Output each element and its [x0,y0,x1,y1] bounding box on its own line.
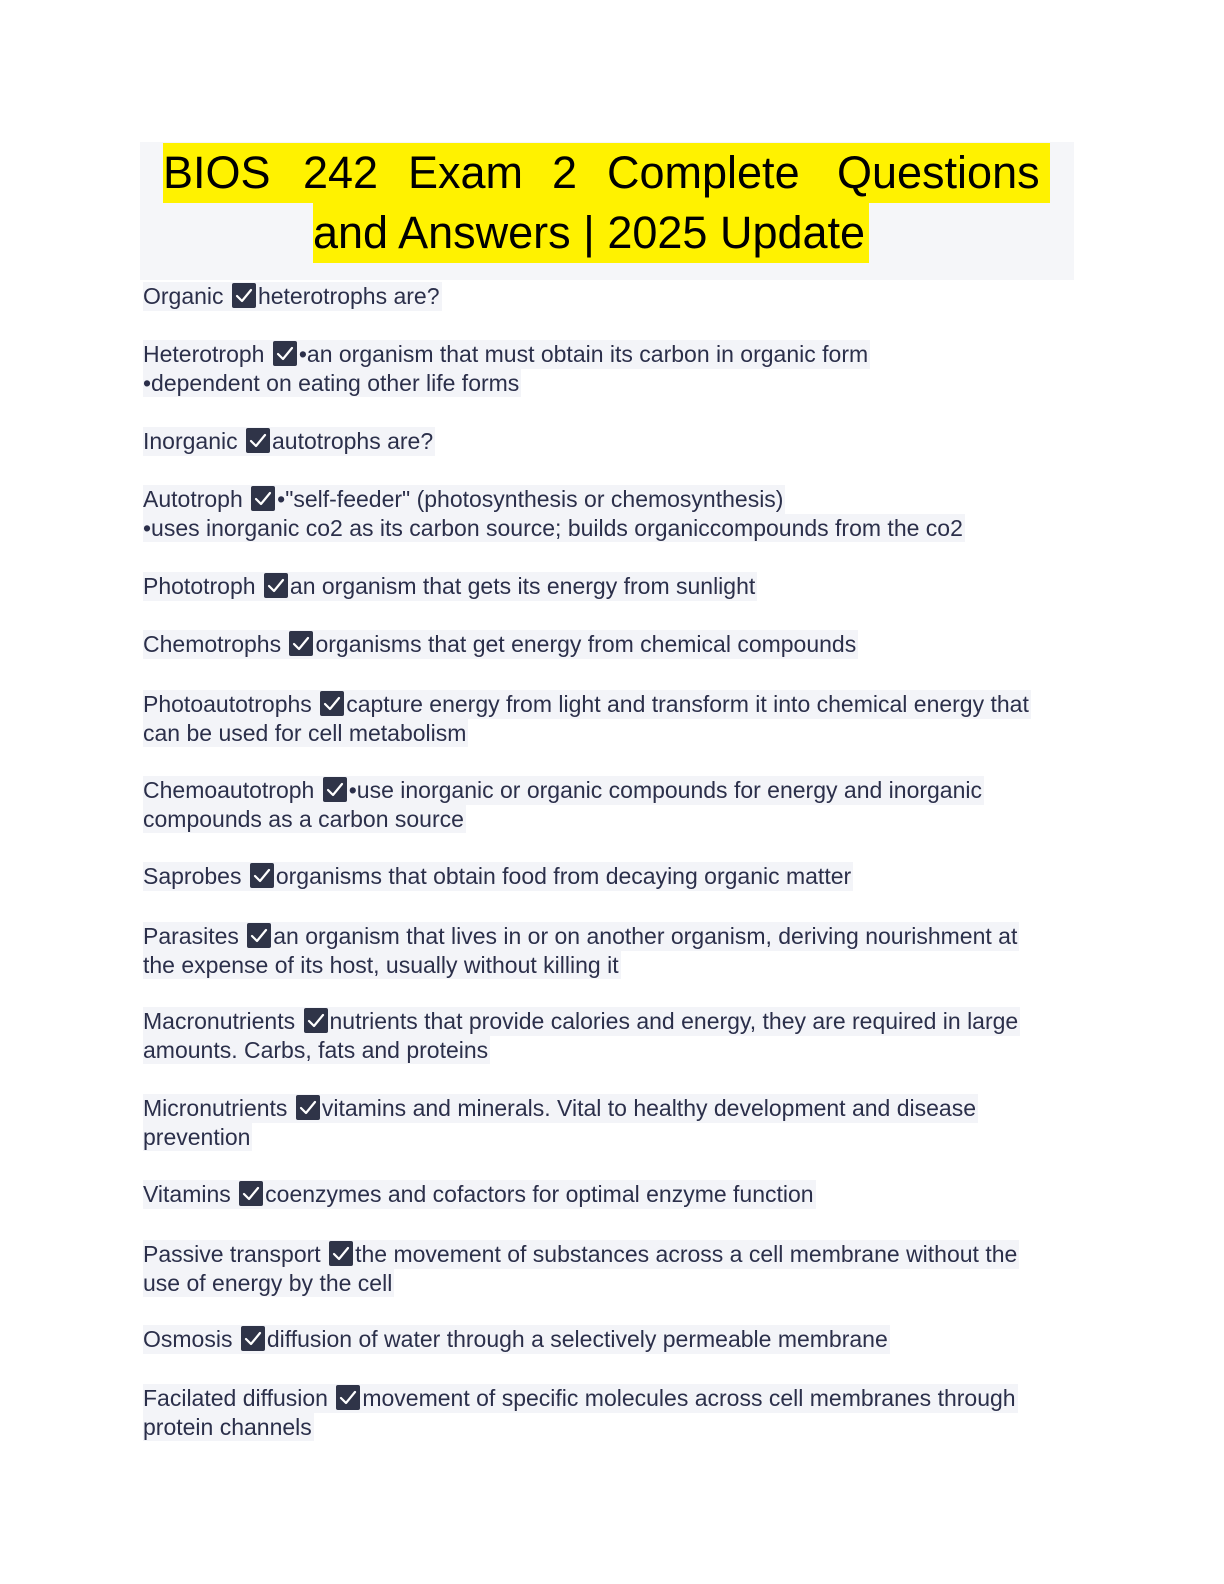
checkbox-check-icon [296,1095,320,1120]
qa-item [143,1240,1019,1297]
qa-term: Vitamins [143,1181,238,1207]
qa-item [143,572,757,601]
qa-answer: movement of specific molecules across cell membranes through [362,1385,1016,1411]
qa-term: Photoautotrophs [143,691,319,717]
checkbox-check-icon [246,428,270,453]
qa-first-line [143,776,984,805]
qa-answer: vitamins and minerals. Vital to healthy development and disease [321,1095,977,1121]
title-word: 2 [552,147,578,198]
qa-term: Osmosis [143,1326,239,1352]
qa-item [143,1180,816,1209]
qa-term: Macronutrients [143,1008,302,1034]
qa-answer: coenzymes and cofactors for optimal enzyme function [265,1181,814,1207]
checkbox-check-icon [323,777,347,802]
qa-term: Chemoautotroph [143,777,321,803]
qa-answer-line: the expense of its host, usually without killing it [143,951,619,978]
qa-item [143,1007,1020,1064]
checkbox-check-icon [273,341,297,366]
checkbox-check-icon [250,863,274,888]
qa-first-line [143,862,853,891]
qa-term: Heterotroph [143,341,271,367]
checkbox-check-icon [336,1385,360,1410]
qa-answer: organisms that get energy from chemical compounds [315,631,857,657]
qa-item [143,630,858,659]
qa-answer: capture energy from light and transform it into chemical energy that [346,691,1029,717]
qa-item [143,1094,978,1151]
checkbox-check-icon [304,1008,328,1033]
qa-first-line [143,485,785,514]
qa-answer-line: can be used for cell metabolism [143,719,467,746]
qa-answer: the movement of substances across a cell membrane without the [355,1241,1018,1267]
checkbox-check-icon [239,1181,263,1206]
checkbox-check-icon [232,283,256,308]
title-line-2: and Answers | 2025 Update [313,203,869,263]
qa-term: Chemotrophs [143,631,288,657]
qa-answer-line: compounds as a carbon source [143,805,464,832]
qa-item [143,427,435,456]
qa-item [143,1325,890,1354]
qa-answer: •"self-feeder" (photosynthesis or chemosynthesis) [277,486,784,512]
qa-answer: diffusion of water through a selectively permeable membrane [266,1326,888,1352]
qa-first-line [143,630,858,659]
checkbox-check-icon [251,486,275,511]
qa-term: Micronutrients [143,1095,294,1121]
qa-answer: •an organism that must obtain its carbon in organic form [298,341,869,367]
qa-first-line [143,1094,978,1123]
checkbox-check-icon [264,573,288,598]
qa-first-line [143,340,870,369]
qa-first-line [143,1384,1018,1413]
checkbox-check-icon [329,1241,353,1266]
qa-item [143,485,965,542]
checkbox-check-icon [289,631,313,656]
qa-item [143,690,1031,747]
qa-first-line [143,1240,1019,1269]
qa-item [143,340,870,397]
qa-item [143,776,984,833]
qa-first-line [143,1180,816,1209]
qa-answer: heterotrophs are? [257,283,440,309]
qa-term: Phototroph [143,573,262,599]
checkbox-check-icon [247,923,271,948]
qa-term: Parasites [143,923,246,949]
title-word: Exam [408,147,524,198]
qa-item [143,1384,1018,1441]
qa-answer: organisms that obtain food from decaying organic matter [275,863,852,889]
qa-first-line [143,282,442,311]
qa-item [143,922,1019,979]
title-word: BIOS [163,147,271,198]
qa-answer-line: prevention [143,1123,251,1150]
title-word: Questions [837,147,1040,198]
qa-item [143,282,442,311]
qa-first-line [143,1007,1020,1036]
qa-answer: an organism that gets its energy from sunlight [289,573,756,599]
qa-first-line [143,572,757,601]
qa-first-line [143,922,1019,951]
qa-term: Passive transport [143,1241,328,1267]
title-word: 242 [303,147,379,198]
qa-answer-line: •uses inorganic co2 as its carbon source; builds organiccompounds from the co2 [143,514,963,541]
qa-term: Saprobes [143,863,248,889]
qa-answer-line: protein channels [143,1413,312,1440]
qa-first-line [143,690,1031,719]
qa-item [143,862,853,891]
qa-answer: an organism that lives in or on another organism, deriving nourishment at [273,923,1018,949]
qa-answer-line: use of energy by the cell [143,1269,393,1296]
qa-first-line [143,1325,890,1354]
qa-term: Facilated diffusion [143,1385,335,1411]
qa-term: Inorganic [143,428,245,454]
qa-term: Autotroph [143,486,250,512]
title-line-1 [163,143,1050,203]
qa-first-line [143,427,435,456]
qa-answer-line: amounts. Carbs, fats and proteins [143,1036,489,1063]
qa-answer: nutrients that provide calories and energy, they are required in large [329,1008,1019,1034]
qa-term: Organic [143,283,230,309]
qa-answer-line: •dependent on eating other life forms [143,369,520,396]
checkbox-check-icon [241,1326,265,1351]
qa-answer: autotrophs are? [272,428,434,454]
checkbox-check-icon [320,691,344,716]
qa-answer: •use inorganic or organic compounds for energy and inorganic [348,777,982,803]
title-word: Complete [607,147,800,198]
